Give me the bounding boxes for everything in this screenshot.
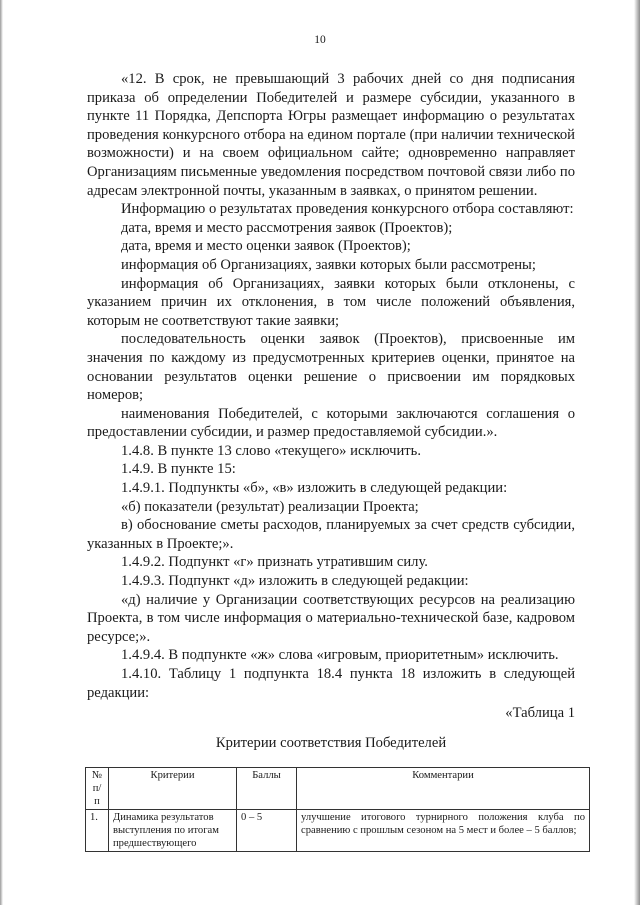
paragraph-1-4-9-2: 1.4.9.2. Подпункт «г» признать утратившим силу.	[121, 554, 428, 571]
criteria-table	[85, 767, 590, 852]
paragraph-reviewed-orgs: информация об Организациях, заявки которых были рассмотрены;	[121, 256, 536, 273]
page-number: 10	[314, 34, 326, 46]
cell-criteria: Динамика результатов выступления по итогам предшествующего	[109, 810, 237, 852]
header-num: № п/п	[86, 768, 109, 810]
paragraph-subitem-d: «д) наличие у Организации соответствующих ресурсов на реализацию Проекта, в том числе информация о материально-технической базе, кадровом ресурсе;».	[87, 591, 575, 645]
header-points: Баллы	[237, 768, 297, 810]
cell-points: 0 – 5	[237, 810, 297, 852]
paragraph-review-date: дата, время и место рассмотрения заявок (Проектов);	[121, 219, 453, 236]
paragraph-1-4-9-4: 1.4.9.4. В подпункте «ж» слова «игровым, приоритетным» исключить.	[121, 647, 559, 664]
document-body	[87, 70, 575, 752]
table-row	[86, 810, 590, 852]
criteria-table-wrapper	[85, 767, 589, 852]
header-criteria: Критерии	[109, 768, 237, 810]
paragraph-rejected-orgs: информация об Организациях, заявки которых были отклонены, с указанием причин их отклонения, в том числе положений объявления, которым не соответствуют такие заявки;	[87, 275, 575, 329]
paragraph-evaluation-order: последовательность оценки заявок (Проектов), присвоенные им значения по каждому из предусмотренных критериев оценки, принятое на основании результатов оценки решение о присвоении им порядковых номеров;	[87, 331, 575, 404]
paragraph-1-4-9: 1.4.9. В пункте 15:	[121, 461, 236, 478]
cell-num: 1.	[86, 810, 109, 852]
paragraph-1-4-9-1: 1.4.9.1. Подпункты «б», «в» изложить в следующей редакции:	[121, 480, 508, 497]
table-label: «Таблица 1	[505, 705, 575, 722]
header-comments: Комментарии	[297, 768, 590, 810]
paragraph-subitem-b: «б) показатели (результат) реализации Проекта;	[121, 498, 419, 515]
scan-edge-right	[634, 0, 640, 905]
paragraph-subitem-v: в) обоснование сметы расходов, планируемых за счет средств субсидии, указанных в Проекте;».	[87, 517, 575, 552]
paragraph-1-4-10: 1.4.10. Таблицу 1 подпункта 18.4 пункта 18 изложить в следующей редакции:	[87, 666, 575, 701]
table-header-row	[86, 768, 590, 810]
paragraph-evaluation-date: дата, время и место оценки заявок (Проектов);	[121, 238, 411, 255]
paragraph-1-4-9-3: 1.4.9.3. Подпункт «д» изложить в следующей редакции:	[121, 573, 469, 590]
paragraph-winners: наименования Победителей, с которыми заключаются соглашения о предоставлении субсидии, и размер предоставляемой субсидии.».	[87, 405, 575, 441]
cell-comments: улучшение итогового турнирного положения клуба по сравнению с прошлым сезоном на 5 мест и более – 5 баллов;	[297, 810, 590, 852]
scan-edge-left	[0, 0, 3, 905]
paragraph-1-4-8: 1.4.8. В пункте 13 слово «текущего» исключить.	[121, 442, 421, 459]
table-title: Критерии соответствия Победителей	[215, 734, 447, 751]
paragraph-results-info: Информацию о результатах проведения конкурсного отбора составляют:	[121, 201, 574, 218]
paragraph-item-12: «12. В срок, не превышающий 3 рабочих дней со дня подписания приказа об определении Победителей и размере субсидии, указанного в пункте 11 Порядка, Депспорта Югры размещает информацию о результатах проведения конкурсного отбора на едином портале (при наличии технической возможности) и на своем официальном сайте; одновременно направляет Организациям письменные уведомления посредством почтовой связи либо по адресам электронной почты, указанным в заявках, о принятом решении.	[87, 71, 575, 199]
